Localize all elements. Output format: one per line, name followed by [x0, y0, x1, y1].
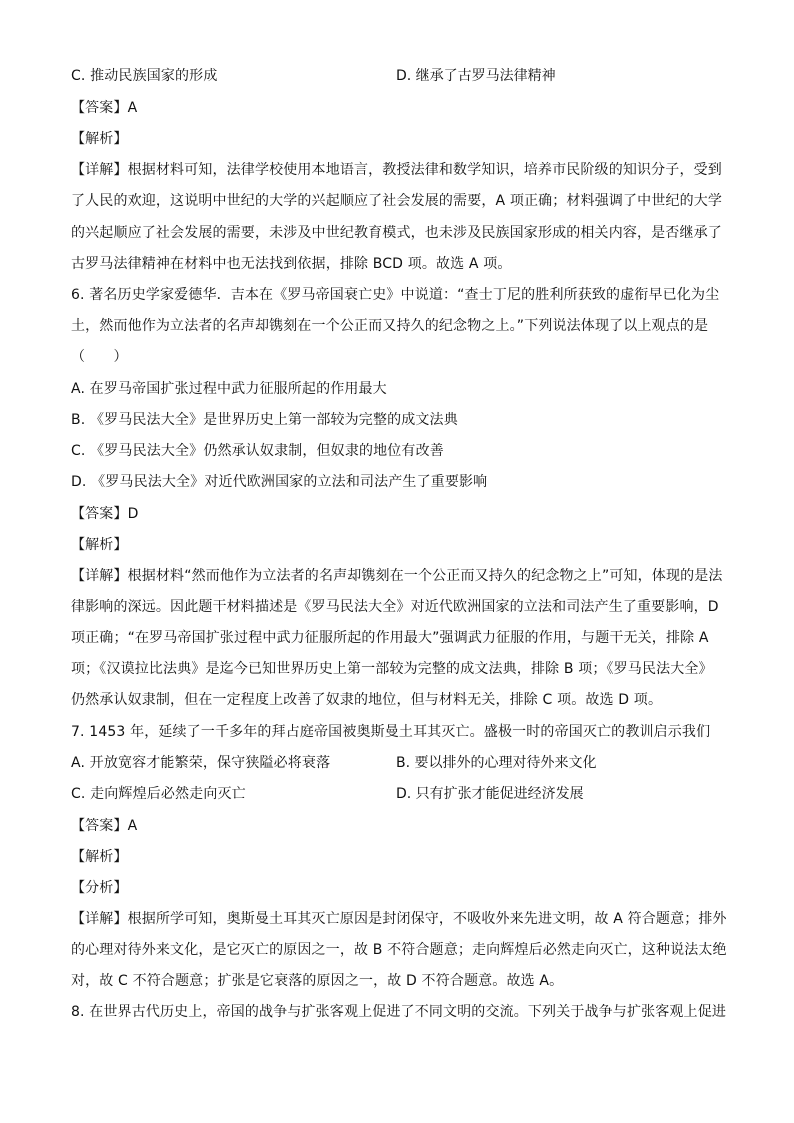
q5-analysis-heading: 【解析】: [71, 131, 128, 147]
q7-detail-line: 的心理对待外来文化，是它灭亡的原因之一，故 B 不符合题意；走向辉煌后必然走向灭亡，这种说法太绝: [71, 942, 727, 958]
q5-detail-line: 的兴起顺应了社会发展的需要，未涉及中世纪教育模式，也未涉及民族国家形成的相关内容，是否继承了: [71, 225, 722, 241]
q7-fenxi-heading: 【分析】: [71, 880, 128, 896]
q6-stem-line: （ ）: [71, 349, 128, 365]
q6-answer: 【答案】D: [71, 506, 139, 522]
q6-option-b: B. 《罗马民法大全》是世界历史上第一部较为完整的成文法典: [71, 412, 458, 428]
q6-detail-line: 【详解】根据材料“然而他作为立法者的名声却镌刻在一个公正而又持久的纪念物之上”可知，体现的是法: [71, 568, 723, 584]
q7-option-c: C. 走向辉煌后必然走向灭亡: [71, 786, 246, 802]
q5-option-d: D. 继承了古罗马法律精神: [396, 68, 556, 84]
q5-detail-line: 了人民的欢迎，这说明中世纪的大学的兴起顺应了社会发展的需要，A 项正确；材料强调了中世纪的大学: [71, 193, 723, 209]
q6-detail-line: 律影响的深远。因此题干材料描述是《罗马民法大全》对近代欧洲国家的立法和司法产生了重要影响，D: [71, 599, 719, 615]
q7-option-d: D. 只有扩张才能促进经济发展: [396, 786, 584, 802]
q7-detail-line: 【详解】根据所学可知，奥斯曼土耳其灭亡原因是封闭保守，不吸收外来先进文明，故 A 符合题意；排外: [71, 911, 727, 927]
q6-detail-line: 项正确；“在罗马帝国扩张过程中武力征服所起的作用最大”强调武力征服的作用，与题干无关，排除 A: [71, 630, 709, 646]
q7-option-b: B. 要以排外的心理对待外来文化: [396, 755, 597, 771]
q6-option-c: C. 《罗马民法大全》仍然承认奴隶制，但奴隶的地位有改善: [71, 443, 444, 459]
q7-detail-line: 对，故 C 不符合题意；扩张是它衰落的原因之一，故 D 不符合题意。故选 A。: [71, 973, 564, 989]
q5-detail-line: 古罗马法律精神在材料中也无法找到依据，排除 BCD 项。故选 A 项。: [71, 256, 512, 272]
q6-analysis-heading: 【解析】: [71, 537, 128, 553]
q6-detail-line: 仍然承认奴隶制，但在一定程度上改善了奴隶的地位，但与材料无关，排除 C 项。故选 D 项。: [71, 692, 663, 708]
q6-stem-line: 土，然而他作为立法者的名声却镌刻在一个公正而又持久的纪念物之上。”下列说法体现了以上观点的是: [71, 318, 709, 334]
q6-option-a: A. 在罗马帝国扩张过程中武力征服所起的作用最大: [71, 381, 387, 397]
q7-option-a: A. 开放宽容才能繁荣，保守狭隘必将衰落: [71, 755, 331, 771]
q5-detail-line: 【详解】根据材料可知，法律学校使用本地语言，教授法律和数学知识，培养市民阶级的知识分子，受到: [71, 162, 722, 178]
q6-stem-line: 6. 著名历史学家爱德华．吉本在《罗马帝国衰亡史》中说道：“查士丁尼的胜利所获致的虚衔早已化为尘: [71, 287, 720, 303]
q7-analysis-heading: 【解析】: [71, 849, 128, 865]
q5-option-c: C. 推动民族国家的形成: [71, 68, 218, 84]
q8-stem: 8. 在世界古代历史上，帝国的战争与扩张客观上促进了不同文明的交流。下列关于战争与扩张客观上促进: [71, 1004, 727, 1020]
q6-option-d: D. 《罗马民法大全》对近代欧洲国家的立法和司法产生了重要影响: [71, 474, 488, 490]
q7-answer: 【答案】A: [71, 818, 138, 834]
q7-stem: 7. 1453 年，延续了一千多年的拜占庭帝国被奥斯曼土耳其灭亡。盛极一时的帝国灭亡的教训启示我们: [71, 724, 711, 740]
q5-answer: 【答案】A: [71, 100, 138, 116]
q6-detail-line: 项；《汉谟拉比法典》是迄今已知世界历史上第一部较为完整的成文法典，排除 B 项；《罗马民法大全》: [71, 661, 713, 677]
